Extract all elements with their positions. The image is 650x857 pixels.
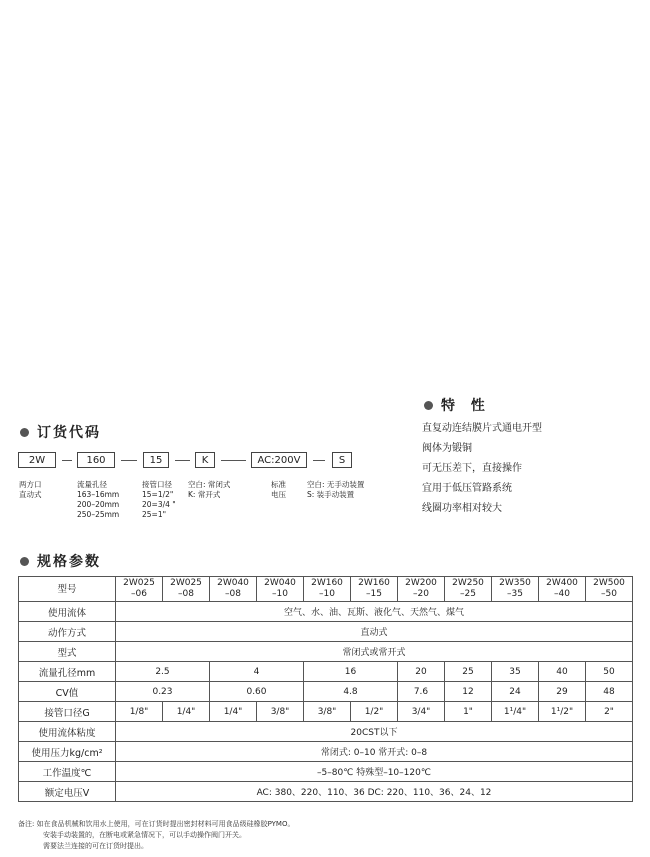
cv-cell: 24 (492, 682, 539, 702)
spec-heading (20, 551, 101, 571)
cv-cell: 7.6 (398, 682, 445, 702)
viscosity-value: 20CST以下 (116, 722, 633, 742)
code-dash (121, 460, 137, 461)
code-port-box: 15 (143, 452, 169, 468)
table-row-orifice (19, 662, 633, 682)
cv-cell: 48 (586, 682, 633, 702)
port-cell: 1/4" (210, 702, 257, 722)
spec-heading-text: 规格参数 (37, 554, 101, 570)
note-line: 需要法兰连接的可在订货时提出。 (43, 842, 148, 850)
action-value: 直动式 (116, 622, 633, 642)
port-cell: 1" (445, 702, 492, 722)
table-row-action (19, 622, 633, 642)
temp-value: –5–80℃ 特殊型–10–120℃ (116, 762, 633, 782)
table-row-fluid (19, 602, 633, 622)
model-cell: 2W160 –15 (351, 577, 398, 602)
model-cell: 2W160 –10 (304, 577, 351, 602)
row-label: 型式 (19, 642, 116, 662)
row-label: 使用流体粘度 (19, 722, 116, 742)
code-dash (62, 460, 72, 461)
feature-item: 可无压差下，直接操作 (422, 463, 522, 474)
port-cell: 3/8" (257, 702, 304, 722)
port-cell: 1¹/2" (539, 702, 586, 722)
cv-cell: 29 (539, 682, 586, 702)
port-cell: 2" (586, 702, 633, 722)
type-value: 常闭式或常开式 (116, 642, 633, 662)
cv-cell: 4.8 (304, 682, 398, 702)
row-label: 接管口径G (19, 702, 116, 722)
code-dash (313, 460, 325, 461)
orifice-cell: 4 (210, 662, 304, 682)
port-cell: 1/2" (351, 702, 398, 722)
features-heading (424, 395, 487, 415)
table-row-type (19, 642, 633, 662)
orifice-cell: 40 (539, 662, 586, 682)
port-cell: 3/8" (304, 702, 351, 722)
code-voltage-desc: 标准 电压 (271, 480, 286, 499)
code-mode-desc: 空白: 常闭式 K: 常开式 (188, 480, 231, 499)
row-label: 型号 (19, 577, 116, 602)
table-row-pressure (19, 742, 633, 762)
code-manual-desc: 空白: 无手动装置 S: 装手动装置 (307, 480, 365, 499)
orifice-cell: 25 (445, 662, 492, 682)
code-manual-box: S (332, 452, 352, 468)
bullet-dot-icon (20, 428, 29, 437)
bullet-dot-icon (20, 557, 29, 566)
voltage-value: AC: 380、220、110、36 DC: 220、110、36、24、12 (116, 782, 633, 802)
notes (18, 819, 294, 852)
orifice-cell: 2.5 (116, 662, 210, 682)
features-list (422, 419, 542, 519)
model-cell: 2W250 –25 (445, 577, 492, 602)
orifice-cell: 50 (586, 662, 633, 682)
pressure-value: 常闭式: 0–10 常开式: 0–8 (116, 742, 633, 762)
code-port-desc: 接管口径 15=1/2" 20=3/4 " 25=1" (142, 480, 176, 519)
cv-cell: 0.23 (116, 682, 210, 702)
orifice-cell: 16 (304, 662, 398, 682)
table-row-temp (19, 762, 633, 782)
order-heading-text: 订货代码 (37, 425, 101, 441)
model-cell: 2W350 –35 (492, 577, 539, 602)
row-label: 流量孔径mm (19, 662, 116, 682)
port-cell: 3/4" (398, 702, 445, 722)
row-label: 额定电压V (19, 782, 116, 802)
feature-item: 直复动连结膜片式通电开型 (422, 423, 542, 434)
code-dash (175, 460, 190, 461)
feature-item: 阀体为锻铜 (422, 443, 472, 454)
row-label: 工作温度℃ (19, 762, 116, 782)
code-mode-box: K (195, 452, 215, 468)
note-line: 备注: 如在食品机械和饮用水上使用，可在订货时提出密封材料可用食品级硅橡胶PYMO。 (18, 820, 295, 828)
row-label: 动作方式 (19, 622, 116, 642)
table-row-models (19, 577, 633, 602)
port-cell: 1/8" (116, 702, 163, 722)
bullet-dot-icon (424, 401, 433, 410)
table-row-voltage (19, 782, 633, 802)
table-row-viscosity (19, 722, 633, 742)
port-cell: 1¹/4" (492, 702, 539, 722)
model-cell: 2W200 –20 (398, 577, 445, 602)
note-line: 安装手动装置的，在断电或紧急情况下，可以手动操作阀门开关。 (43, 831, 246, 839)
code-dash (221, 460, 246, 461)
code-type-box: 2W (18, 452, 56, 468)
feature-item: 线圈功率相对较大 (422, 503, 502, 514)
code-orifice-box: 160 (77, 452, 115, 468)
model-cell: 2W040 –10 (257, 577, 304, 602)
model-cell: 2W040 –08 (210, 577, 257, 602)
row-label: CV值 (19, 682, 116, 702)
table-row-cv (19, 682, 633, 702)
row-label: 使用流体 (19, 602, 116, 622)
cv-cell: 0.60 (210, 682, 304, 702)
port-cell: 1/4" (163, 702, 210, 722)
model-cell: 2W400 –40 (539, 577, 586, 602)
model-cell: 2W500 –50 (586, 577, 633, 602)
model-cell: 2W025 –08 (163, 577, 210, 602)
code-type-desc: 两方口 直动式 (19, 480, 42, 499)
code-voltage-box: AC:200V (251, 452, 307, 468)
fluid-value: 空气、水、油、瓦斯、液化气、天然气、煤气 (116, 602, 633, 622)
model-cell: 2W025 –06 (116, 577, 163, 602)
table-row-port (19, 702, 633, 722)
code-orifice-desc: 流量孔径 163–16mm 200–20mm 250–25mm (77, 480, 120, 519)
row-label: 使用压力kg/cm² (19, 742, 116, 762)
spec-table (18, 576, 633, 802)
order-heading (20, 422, 101, 442)
orifice-cell: 35 (492, 662, 539, 682)
orifice-cell: 20 (398, 662, 445, 682)
feature-item: 宜用于低压管路系统 (422, 483, 512, 494)
cv-cell: 12 (445, 682, 492, 702)
features-heading-text: 特 性 (441, 398, 487, 414)
